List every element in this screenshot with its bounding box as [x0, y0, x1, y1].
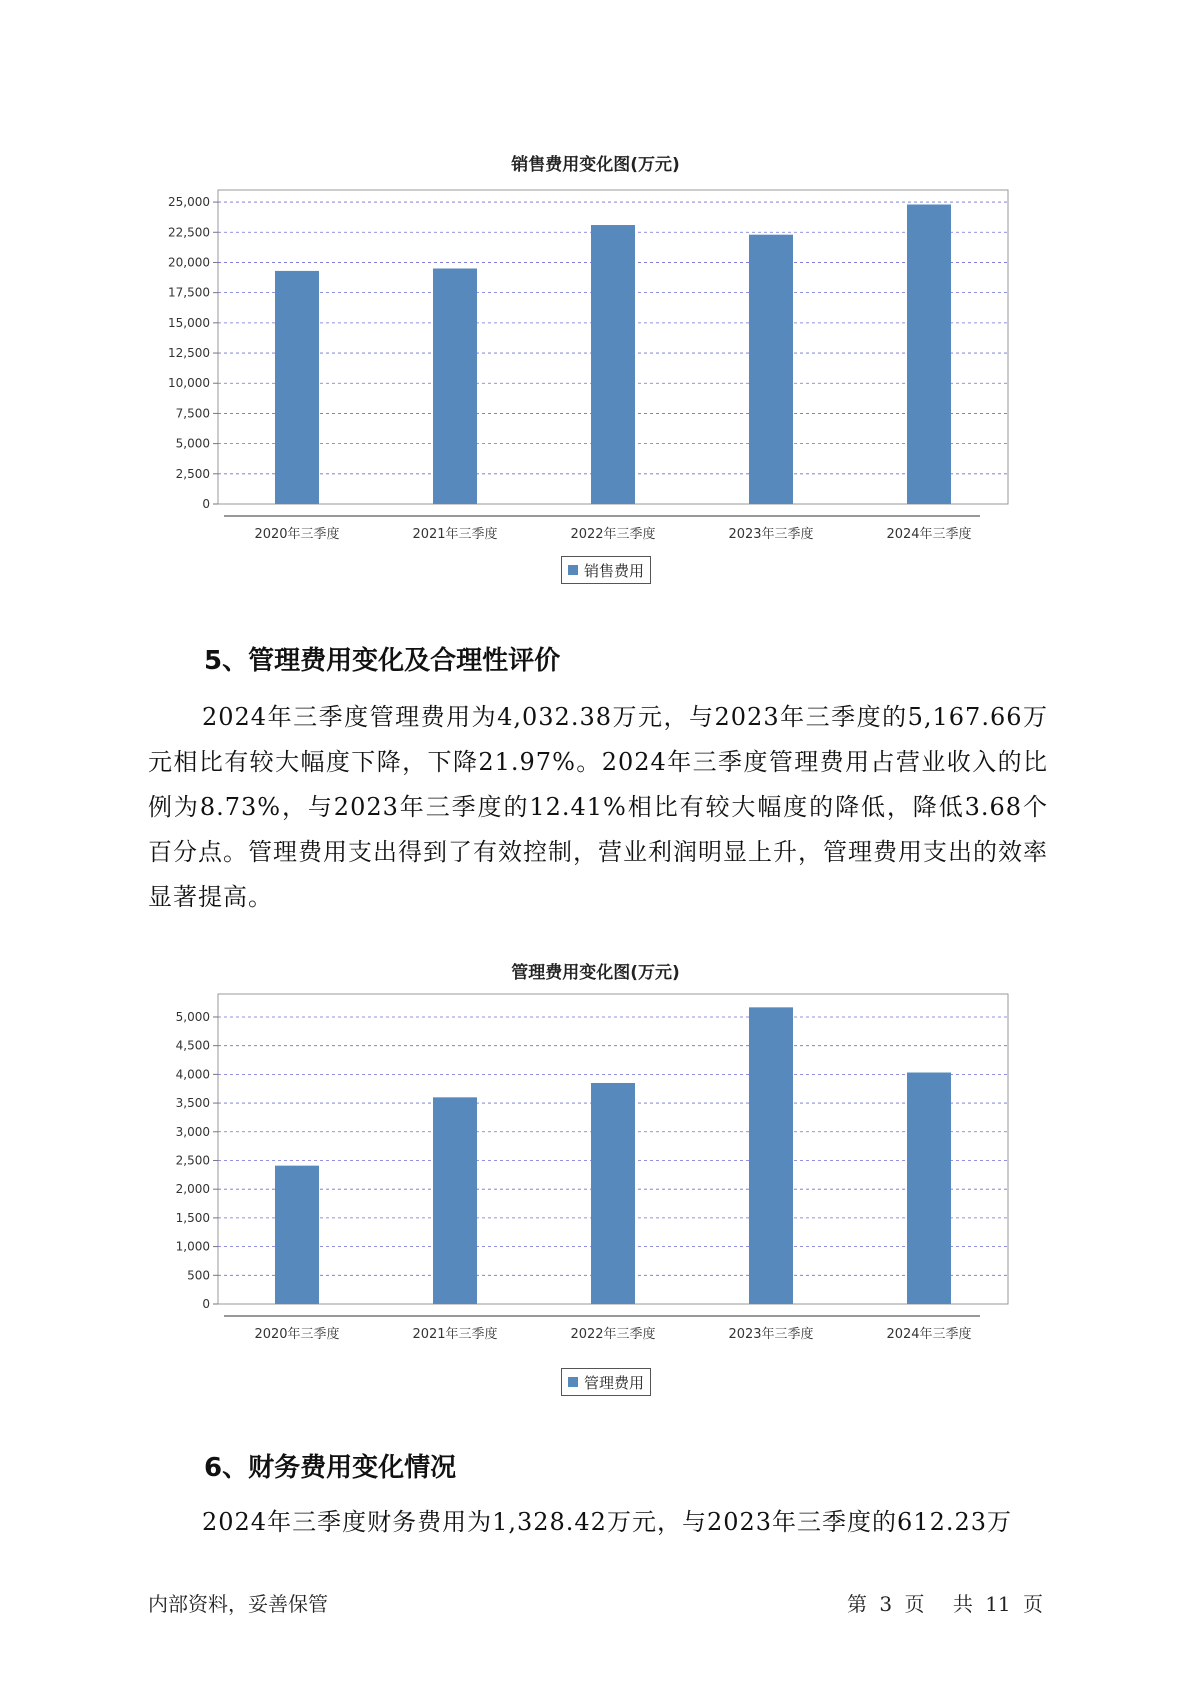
bar [749, 1007, 793, 1304]
y-tick-label: 15,000 [168, 315, 210, 330]
x-category-label: 2024年三季度 [886, 527, 972, 542]
footer-page-indicator [841, 1588, 1043, 1617]
admin-chart-title: 管理费用变化图(万元) [511, 963, 680, 983]
admin-expense-chart [0, 982, 1191, 1342]
y-tick-label: 0 [202, 497, 210, 511]
y-tick-label: 10,000 [168, 376, 210, 391]
admin-chart-legend [561, 1368, 651, 1396]
x-category-label: 2023年三季度 [728, 527, 814, 542]
y-tick-label: 5,000 [175, 1009, 210, 1024]
y-tick-label: 20,000 [168, 255, 210, 270]
section5-heading: 5、管理费用变化及合理性评价 [204, 646, 561, 676]
y-tick-label: 5,000 [175, 436, 210, 451]
section6-text: 2024年三季度财务费用为1,328.42万元，与2023年三季度的612.23万 [202, 1508, 1013, 1536]
section6-heading: 6、财务费用变化情况 [204, 1453, 457, 1483]
legend-swatch [568, 565, 578, 575]
bar [275, 1166, 319, 1304]
bar [749, 235, 793, 504]
total-prefix: 共 [952, 1592, 973, 1616]
y-tick-label: 22,500 [168, 225, 210, 240]
total-pages: 11 [985, 1592, 1011, 1616]
y-tick-label: 2,000 [175, 1182, 210, 1197]
y-tick-label: 500 [187, 1268, 210, 1283]
y-tick-label: 1,000 [175, 1239, 210, 1254]
y-tick-label: 2,500 [175, 1153, 210, 1168]
x-category-label: 2022年三季度 [570, 527, 656, 542]
sales-expense-chart [0, 170, 1191, 542]
y-tick-label: 0 [202, 1297, 210, 1311]
bar [275, 271, 319, 504]
sales-legend-label: 销售费用 [584, 561, 645, 580]
x-category-label: 2023年三季度 [728, 1327, 814, 1342]
x-category-label: 2020年三季度 [254, 527, 340, 542]
bar [907, 1073, 951, 1304]
bar [433, 1097, 477, 1304]
x-category-label: 2021年三季度 [412, 527, 498, 542]
y-tick-label: 17,500 [168, 285, 210, 300]
total-suffix: 页 [1023, 1592, 1043, 1616]
y-tick-label: 2,500 [175, 466, 210, 481]
x-category-label: 2021年三季度 [412, 1327, 498, 1342]
admin-legend-label: 管理费用 [584, 1373, 645, 1392]
bar [591, 225, 635, 504]
y-tick-label: 25,000 [168, 195, 210, 210]
sales-chart-legend [561, 556, 651, 584]
x-category-label: 2020年三季度 [254, 1327, 340, 1342]
page-prefix: 第 [847, 1592, 868, 1616]
y-tick-label: 4,000 [175, 1067, 210, 1082]
y-tick-label: 3,000 [175, 1124, 210, 1139]
y-tick-label: 7,500 [175, 406, 210, 421]
footer-confidential-note: 内部资料，妥善保管 [148, 1592, 328, 1616]
x-category-label: 2022年三季度 [570, 1327, 656, 1342]
y-tick-label: 1,500 [175, 1210, 210, 1225]
bar [591, 1083, 635, 1304]
legend-swatch [568, 1377, 578, 1387]
x-category-label: 2024年三季度 [886, 1327, 972, 1342]
section5-text: 2024年三季度管理费用为4,032.38万元，与2023年三季度的5,167.66万元相比有较大幅度下降，下降21.97%。2024年三季度管理费用占营业收入的比例为8.73%，与2023年三季度的12.41%相比有较大幅度的降低，降低3.68个百分点。管理费用支出得到了有效控制，营业利润明显上升，管理费用支出的效率显著提高。 [148, 703, 1048, 911]
page-number: 3 [879, 1592, 893, 1616]
page-suffix: 页 [904, 1592, 925, 1616]
y-tick-label: 3,500 [175, 1096, 210, 1111]
bar [433, 269, 477, 505]
sales-chart-title: 销售费用变化图(万元) [511, 155, 680, 175]
bar [907, 204, 951, 504]
y-tick-label: 12,500 [168, 346, 210, 361]
section5-paragraph [148, 695, 1048, 920]
y-tick-label: 4,500 [175, 1038, 210, 1053]
section6-paragraph [148, 1500, 1048, 1545]
